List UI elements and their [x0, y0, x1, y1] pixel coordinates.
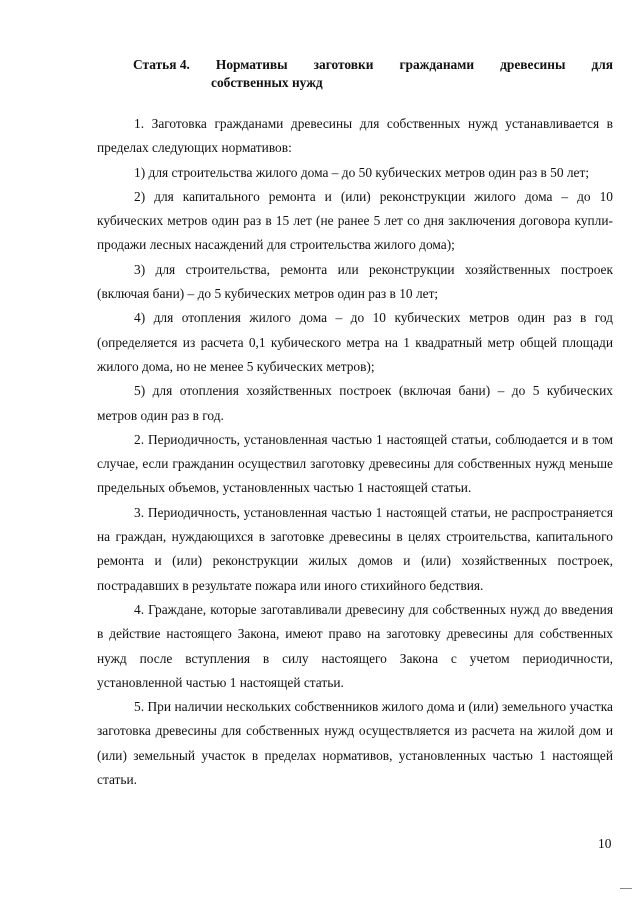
article-label: Статья 4. — [133, 57, 190, 72]
article-title-word: заготовки — [313, 57, 374, 72]
corner-mark — [620, 888, 632, 889]
paragraph: 5. При наличии нескольких собственников жилого дома и (или) земельного участка заготовка древесины для собственных нужд осуществляется из расчета на жилой дом и (или) земельный участок в пределах нормативов, установленных частью 1 настоящей статьи. — [97, 699, 613, 788]
paragraph: 2. Периодичность, установленная частью 1 настоящей статьи, соблюдается и в том случае, если гражданин осуществил заготовку древесины для собственных нужд меньше предельных объемов, установленных частью 1 настоящей статьи. — [97, 431, 613, 496]
article-title-word: Нормативы — [215, 57, 288, 72]
paragraph: 2) для капитального ремонта и (или) реконструкции жилого дома – до 10 кубических метров один раз в 15 лет (не ранее 5 лет со дня заключения договора купли-продажи лесных насаждений для строительства жилого дома); — [97, 188, 613, 253]
article-title-word: гражданами — [399, 57, 475, 72]
article-heading — [133, 56, 613, 92]
article-title-line-2: собственных нужд — [211, 75, 323, 90]
paragraph: 4) для отопления жилого дома – до 10 кубических метров один раз в год (определяется из расчета 0,1 кубического метра на 1 квадратный метр общей площади жилого дома, но не менее 5 кубических метров); — [97, 310, 613, 374]
paragraph: 5) для отопления хозяйственных построек (включая бани) – до 5 кубических метров один раз в год. — [97, 383, 613, 423]
paragraph: 1) для строительства жилого дома – до 50 кубических метров один раз в 50 лет; — [134, 164, 590, 180]
article-title-word: древесины — [500, 57, 566, 72]
article-body — [97, 112, 613, 792]
page-number: 10 — [598, 836, 612, 851]
paragraph: 3) для строительства, ремонта или реконструкции хозяйственных построек (включая бани) – до 5 кубических метров один раз в 10 лет; — [97, 261, 613, 302]
paragraph: 4. Граждане, которые заготавливали древесину для собственных нужд до введения в действие настоящего Закона, имеют право на заготовку древесины для собственных нужд после вступления в силу настоящего Закона с учетом периодичности, установленной частью 1 настоящей статьи. — [97, 601, 613, 690]
article-heading-line-1 — [133, 56, 613, 74]
paragraph: 3. Периодичность, установленная частью 1 настоящей статьи, не распространяется на граждан, нуждающихся в заготовке древесины в целях строительства, капитального ремонта и (или) реконструкции жилых домов и (или) хозяйственных построек, пострадавших в результате пожара или иного стихийного бедствия. — [97, 504, 613, 593]
article-title-word: для — [591, 57, 613, 72]
paragraph: 1. Заготовка гражданами древесины для собственных нужд устанавливается в пределах следующих нормативов: — [97, 116, 613, 156]
